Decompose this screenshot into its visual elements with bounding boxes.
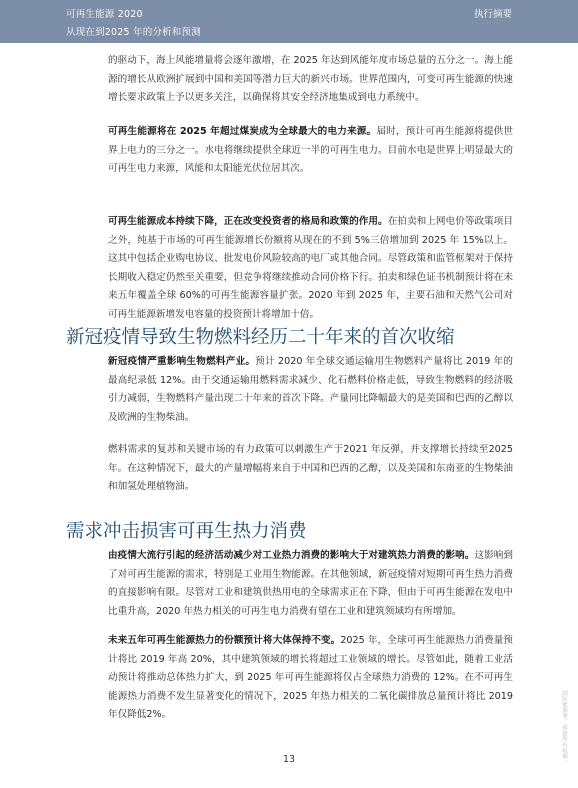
report-subtitle: 从现在到2025 年的分析和预测 (66, 27, 201, 38)
body-block-0 (108, 52, 513, 122)
body-block-7 (108, 547, 513, 635)
page-header (0, 0, 578, 43)
paragraph-lead: 可再生能源成本持续下降，正在改变投资者的格局和政策的作用。 (108, 216, 388, 227)
section-name: 执行摘要 (473, 9, 512, 20)
copyright-note: 国际能源署，保留所有权利。 (561, 690, 567, 766)
paragraph-lead: 新冠疫情严重影响生物燃料产业。 (108, 356, 256, 367)
paragraph: 可再生能源将在 2025 年超过煤炭成为全球最大的电力来源。届时，预计可再生能源将提供世界上电力的三分之一。水电将继续提供全球近一半的可再生电力。目前水电是世界上明显最大的可再生电力来源，风能和太阳能光伏位居其次。 (108, 126, 514, 174)
body-block-4 (108, 353, 513, 441)
paragraph-lead: 由疫情大流行引起的经济活动减少对工业热力消费的影响大于对建筑热力消费的影响。 (108, 550, 475, 561)
paragraph: 燃料需求的复苏和关键市场的有力政策可以刺激生产于2021 年反弹，并支撑增长持续至2025 年。在这种情况下，最大的产量增幅将来自于中国和巴西的乙醇，以及美国和东南亚的生物柴油和加氢处理植物油。 (108, 444, 513, 492)
report-title: 可再生能源 2020 (66, 9, 143, 20)
body-block-8 (108, 632, 513, 739)
paragraph-lead: 未来五年可再生能源热力的份额预计将大体保持不变。 (108, 635, 341, 646)
section-heading-heat: 需求冲击损害可再生热力消费 (66, 521, 307, 542)
section-heading-biofuels: 新冠疫情导致生物燃料经历二十年来的首次收缩 (66, 327, 455, 348)
paragraph: 未来五年可再生能源热力的份额预计将大体保持不变。2025 年，全球可再生能源热力消费量预计将比 2019 年高 20%，其中建筑领域的增长将超过工业领域的增长。尽管如此，随着工业活动预计将推动总体热力扩大，到 2025 年可再生能源将仅占全球热力消费的 12%。在不可再生能源热力消费不发生显著变化的情况下，2025 年热力相关的二氧化碳排放总量预计将比 2019 年仅降低2%。 (108, 635, 513, 720)
paragraph-lead: 可再生能源将在 2025 年超过煤炭成为全球最大的电力来源。 (108, 126, 377, 137)
body-block-5 (108, 441, 513, 511)
page-number: 13 (282, 754, 296, 765)
paragraph: 由疫情大流行引起的经济活动减少对工业热力消费的影响大于对建筑热力消费的影响。这影响到了对可再生能源的需求，特别是工业用生物能源。在其他领域，新冠疫情对短期可再生热力消费的直接影响有限。尽管对工业和建筑供热用电的全球需求正在下降，但由于可再生能源在发电中比重升高，2020 年热力相关的可再生电力消费有望在工业和建筑领域均有所增加。 (108, 550, 514, 617)
paragraph: 的驱动下，海上风能增量将会逐年激增，在 2025 年达到风能年度市场总量的五分之一。海上能源的增长从欧洲扩展到中国和美国等潜力巨大的新兴市场。世界范围内，可变可再生能源的快速增长要求政策上予以更多关注，以确保将其安全经济地集成到电力系统中。 (108, 55, 513, 103)
paragraph: 新冠疫情严重影响生物燃料产业。预计 2020 年全球交通运输用生物燃料产量将比 2019 年的最高纪录低 12%。由于交通运输用燃料需求减少、化石燃料价格走低，导致生物燃料的经济吸引力减弱，生物燃料产量出现二十年来的首次下降。产量同比降幅最大的是美国和巴西的乙醇以及欧洲的生物柴油。 (108, 356, 513, 423)
body-block-1 (108, 123, 513, 193)
body-block-2 (108, 213, 513, 338)
paragraph: 可再生能源成本持续下降，正在改变投资者的格局和政策的作用。在拍卖和上网电价等政策项目之外，纯基于市场的可再生能源增长份额将从现在的不到 5%三倍增加到 2025 年 15%以上。这其中包括企业购电协议、批发电价风险较高的电厂或其他合同。尽管政策和监管框架对于保持长期收入稳定仍然至关重要，但竞争将继续推动合同价格下行。拍卖和绿色证书机制预计将在未来五年覆盖全球 60%的可再生能源容量扩张。2020 年到 2025 年，主要石油和天然气公司对可再生能源新增发电容量的投资预计将增加十倍。 (108, 216, 514, 320)
